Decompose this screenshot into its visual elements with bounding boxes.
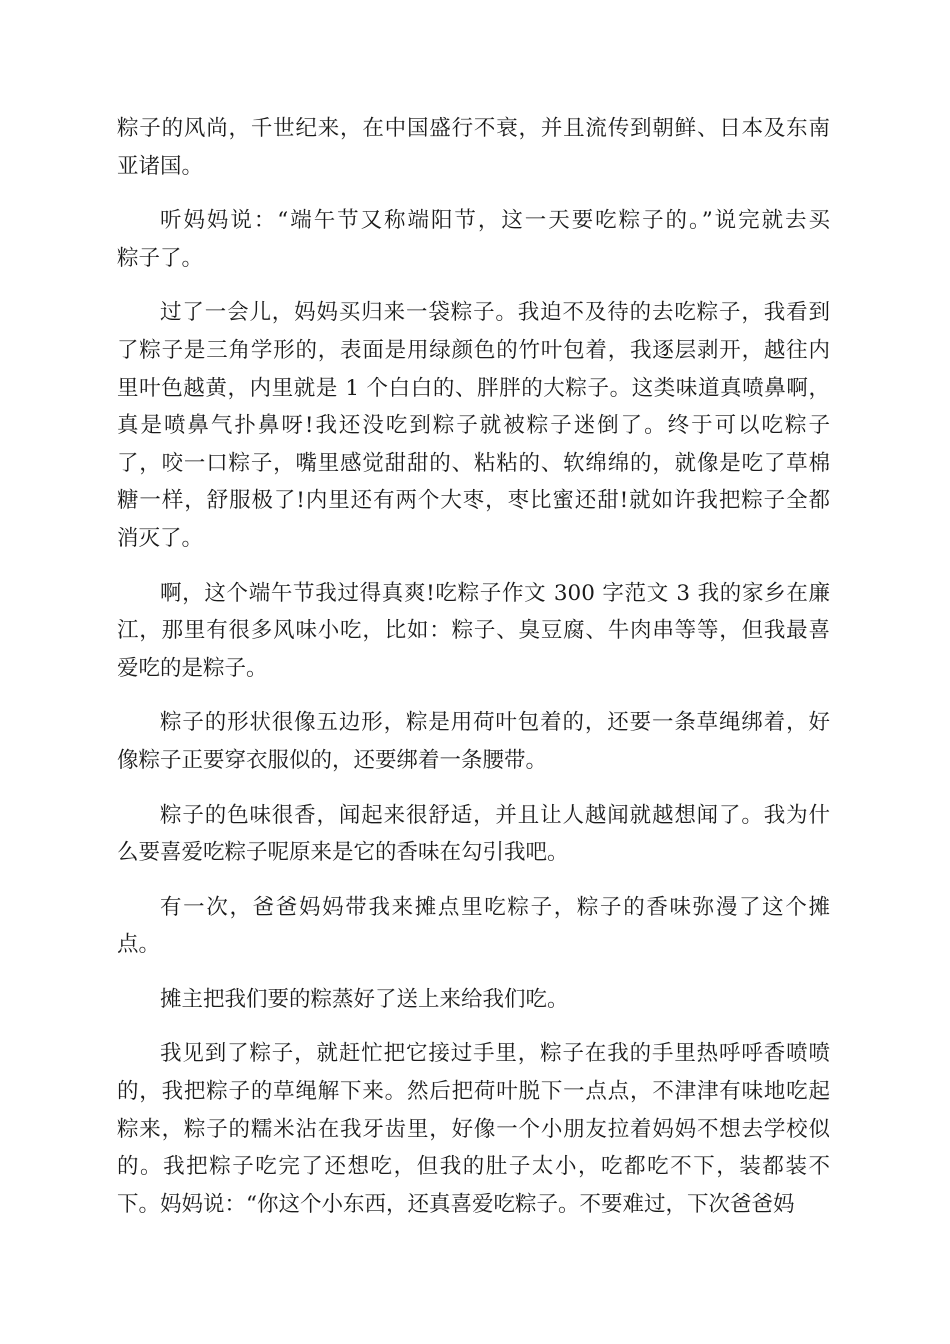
text-line: 过了一会儿，妈妈买归来一袋粽子。我迫不及待的去吃粽子，我看到 (160, 300, 830, 326)
text-line: 粽子的形状很像五边形，粽是用荷叶包着的，还要一条草绳绑着，好 (160, 710, 830, 736)
text-line: 粽子了。 (117, 245, 204, 271)
text-line: 听妈妈说：“端午节又称端阳节，这一天要吃粽子的。”说完就去买 (160, 208, 830, 234)
text-line: 糖一样，舒服极了!内里还有两个大枣，枣比蜜还甜!就如许我把粽子全都 (117, 488, 830, 514)
text-line: 么要喜爱吃粽子呢原来是它的香味在勾引我吧。 (117, 840, 569, 866)
text-line: 有一次，爸爸妈妈带我来摊点里吃粽子，粽子的香味弥漫了这个摊 (160, 894, 830, 920)
text-line: 啊，这个端午节我过得真爽!吃粽子作文 300 字范文 3 我的家乡在廉 (160, 580, 830, 606)
document-body (117, 110, 830, 1223)
paragraph (117, 981, 830, 1019)
text-line: 的，我把粽子的草绳解下来。然后把荷叶脱下一点点，不津津有味地吃起 (117, 1079, 830, 1105)
paragraph (117, 294, 830, 557)
text-line: 的。我把粽子吃完了还想吃，但我的肚子太小，吃都吃不下，装都装不 (117, 1154, 830, 1180)
paragraph (117, 704, 830, 779)
text-line: 消灭了。 (117, 525, 204, 551)
text-line: 里叶色越黄，内里就是 1 个白白的、胖胖的大粽子。这类味道真喷鼻啊， (117, 375, 830, 401)
text-line: 下。妈妈说：“你这个小东西，还真喜爱吃粽子。不要难过，下次爸爸妈 (117, 1191, 795, 1217)
text-line: 点。 (117, 932, 161, 958)
paragraph (117, 202, 830, 277)
text-line: 江，那里有很多风味小吃，比如：粽子、臭豆腐、牛肉串等等，但我最喜 (117, 618, 830, 644)
paragraph (117, 797, 830, 872)
paragraph (117, 575, 830, 688)
text-line: 粽来，粽子的糯米沾在我牙齿里，好像一个小朋友拉着妈妈不想去学校似 (117, 1116, 830, 1142)
text-line: 像粽子正要穿衣服似的，还要绑着一条腰带。 (117, 747, 548, 773)
text-line: 粽子的色味很香，闻起来很舒适，并且让人越闻就越想闻了。我为什 (160, 802, 830, 828)
text-line: 爱吃的是粽子。 (117, 655, 268, 681)
paragraph (117, 1035, 830, 1223)
paragraph (117, 889, 830, 964)
text-line: 了，咬一口粽子，嘴里感觉甜甜的、粘粘的、软绵绵的，就像是吃了草棉 (117, 450, 830, 476)
text-line: 摊主把我们要的粽蒸好了送上来给我们吃。 (160, 986, 569, 1012)
text-line: 我见到了粽子，就赶忙把它接过手里，粽子在我的手里热呼呼香喷喷 (160, 1041, 830, 1067)
text-line: 粽子的风尚，千世纪来，在中国盛行不衰，并且流传到朝鲜、日本及东南 (117, 116, 830, 141)
text-line: 了粽子是三角学形的，表面是用绿颜色的竹叶包着，我逐层剥开，越往内 (117, 337, 830, 363)
text-line: 真是喷鼻气扑鼻呀!我还没吃到粽子就被粽子迷倒了。终于可以吃粽子 (117, 413, 830, 439)
text-line: 亚诸国。 (117, 153, 204, 179)
paragraph (117, 110, 830, 185)
